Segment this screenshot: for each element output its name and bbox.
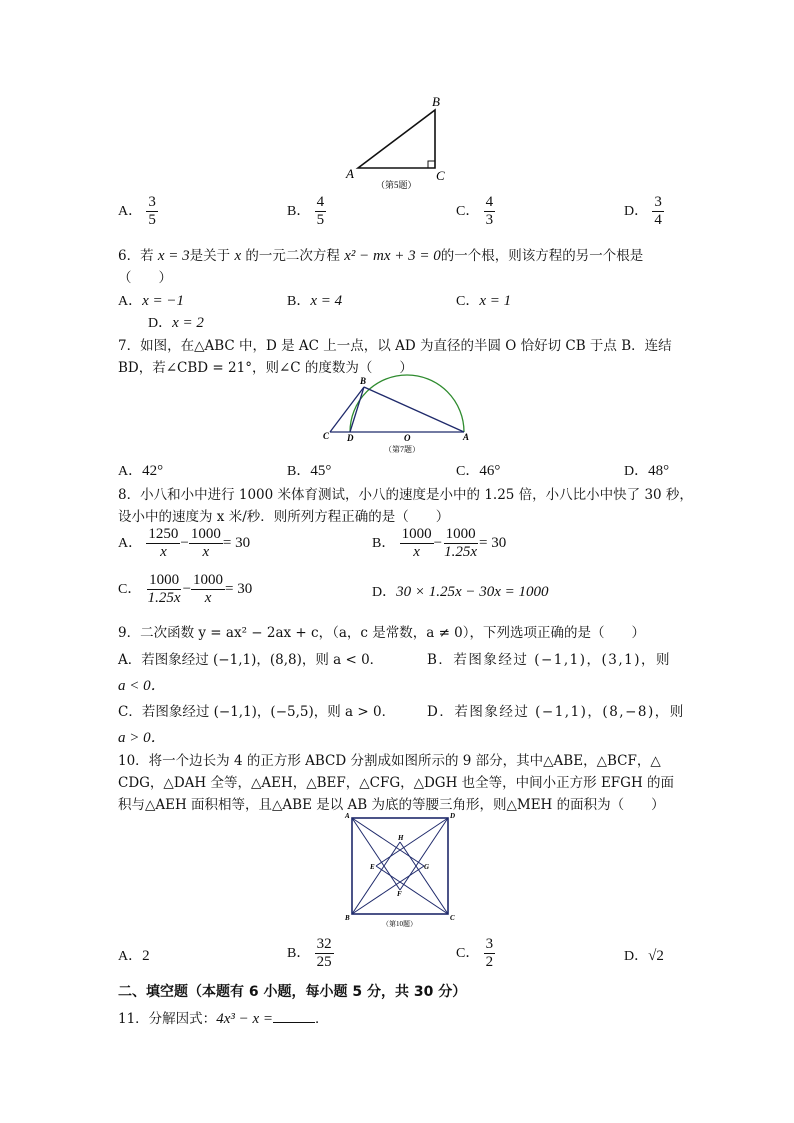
frac-num: 1000 <box>193 572 224 588</box>
option-text: 2 <box>142 948 150 964</box>
line-d-to-f <box>400 818 448 890</box>
frac-den: 1.25x <box>147 590 181 606</box>
fig10-label-a: A <box>345 812 350 820</box>
fig7-label-a: A <box>463 432 470 442</box>
option-label: B． <box>287 294 311 309</box>
frac-den: x <box>202 544 210 560</box>
option-label: B． <box>287 464 311 479</box>
frac-num: 3 <box>148 194 156 210</box>
q7-option-a <box>118 460 163 480</box>
frac-num: 1000 <box>149 572 180 588</box>
fig5-caption: （第5题） <box>376 180 417 190</box>
fig10-label-c: C <box>450 914 455 922</box>
option-label: D． <box>148 316 173 331</box>
q6-stem-part: 的一个根，则该方程的另一个根是 <box>440 248 644 264</box>
frac-num: 4 <box>316 194 325 210</box>
section-2-title: 二、填空题（本题有 6 小题，每小题 5 分，共 30 分） <box>118 984 467 1000</box>
q7-stem-line1: 7．如图，在△ABC 中，D 是 AC 上一点，以 AD 为直径的半圆 O 恰好切 CB 于点 B．连结 <box>118 338 672 354</box>
q11-expr: 4x³ − x = <box>216 1011 273 1027</box>
line-c-to-h <box>400 842 448 914</box>
q8-option-a <box>118 526 250 561</box>
q7-option-b <box>287 460 331 480</box>
q8-option-d <box>372 581 549 601</box>
frac-den: 4 <box>654 212 662 228</box>
frac-den: 5 <box>316 212 325 228</box>
q9-option-b-line1: B．若图象经过 (−1,1)，(3,1)，则 <box>427 652 672 668</box>
q5-option-b <box>287 194 326 229</box>
option-label: B． <box>287 946 311 961</box>
q10-stem-line3: 积与△AEH 面积相等，且△ABE 是以 AB 为底的等腰三角形，则△MEH 的面积为（ ） <box>118 797 665 813</box>
fig5-label-a: A <box>346 166 354 181</box>
option-label: C． <box>456 946 480 961</box>
line-a-to-g <box>352 818 424 866</box>
frac-den: 25 <box>316 954 332 970</box>
fig10-label-b: B <box>345 914 350 922</box>
option-label: B． <box>372 536 396 551</box>
q11-prefix: 11．分解因式： <box>118 1011 217 1027</box>
segment-bd <box>350 387 364 432</box>
q6-option-b <box>287 290 342 310</box>
triangle-abc <box>358 110 435 168</box>
fig10-label-f: F <box>397 890 402 898</box>
q11-stem <box>118 1007 329 1028</box>
q9-option-b-line2: a < 0． <box>118 678 166 694</box>
operator: − <box>182 581 192 597</box>
line-c-to-e <box>376 866 448 914</box>
frac-den: x <box>204 590 212 606</box>
q6-var: x <box>234 248 242 264</box>
fig5-label-b: B <box>432 94 440 109</box>
option-label: C． <box>456 464 480 479</box>
frac-den: x <box>160 544 167 560</box>
q9-option-d-line2: a > 0． <box>118 730 166 746</box>
option-label: D． <box>372 585 397 600</box>
square-abcd <box>352 818 448 914</box>
rhs: = 30 <box>479 535 507 551</box>
q6-stem-part: 的一元二次方程 <box>241 248 345 264</box>
q10-stem-line2: CDG，△DAH 全等，△AEH，△BEF，△CFG，△DGH 也全等，中间小正方形 EFGH 的面 <box>118 775 675 791</box>
fig10-caption: （第10题） <box>382 920 417 928</box>
option-label: B． <box>287 204 311 219</box>
q10-stem-line1: 10．将一个边长为 4 的正方形 ABCD 分割成如图所示的 9 部分，其中△ABE，△BCF，△ <box>118 753 661 769</box>
option-text: √2 <box>648 948 664 964</box>
option-text: x = 1 <box>479 293 512 309</box>
line-d-to-e <box>376 818 448 866</box>
q9-option-c: C．若图象经过 (−1,1)，(−5,5)，则 a > 0． <box>118 704 396 720</box>
line-b-to-g <box>352 866 424 914</box>
fig7-label-c: C <box>323 431 330 441</box>
option-text: 45° <box>310 463 332 479</box>
fig10-label-g: G <box>424 863 430 871</box>
rhs: = 30 <box>222 535 251 551</box>
option-label: A． <box>118 204 143 219</box>
frac-den: 1.25x <box>444 544 478 560</box>
rhs: = 30 <box>225 581 253 597</box>
frac-num: 1000 <box>401 526 432 542</box>
option-text: x = −1 <box>142 293 185 309</box>
figure-q10 <box>338 810 458 930</box>
option-text: x = 4 <box>310 293 343 309</box>
q9-option-a: A．若图象经过 (−1,1)，(8,8)，则 a < 0． <box>118 652 384 668</box>
fig10-label-d: D <box>450 812 456 820</box>
q10-option-c <box>456 936 495 971</box>
frac-num: 32 <box>316 936 332 952</box>
option-label: A． <box>118 464 143 479</box>
fig10-label-h: H <box>398 834 404 842</box>
q7-stem-line2: BD，若∠CBD = 21°，则∠C 的度数为（ ） <box>118 360 413 376</box>
frac-den: x <box>413 544 420 560</box>
q6-option-d <box>148 312 204 332</box>
option-label: D． <box>624 949 649 964</box>
option-text: 30 × 1.25x − 30x = 1000 <box>396 584 549 600</box>
q5-option-a <box>118 194 158 229</box>
semicircle-arc <box>350 375 464 432</box>
operator: − <box>180 535 189 551</box>
line-a-to-f <box>352 818 400 890</box>
q6-option-a <box>118 290 184 310</box>
q6-stem-line2: （ ） <box>118 270 172 286</box>
operator: − <box>433 535 443 551</box>
option-text: 48° <box>648 463 670 479</box>
q8-option-b <box>372 526 506 561</box>
q9-stem: 9．二次函数 y = ax² − 2ax + c，（a，c 是常数，a ≠ 0），下列选项正确的是（ ） <box>118 625 646 641</box>
figure-q7 <box>318 370 478 458</box>
q5-option-d <box>624 194 664 229</box>
figure-q5 <box>340 92 460 192</box>
frac-num: 1000 <box>190 526 221 542</box>
segment-cb <box>330 387 364 432</box>
option-label: D． <box>624 464 649 479</box>
q10-option-a <box>118 945 150 965</box>
answer-blank[interactable] <box>273 1010 315 1023</box>
q6-stem <box>118 244 643 265</box>
frac-num: 1250 <box>148 526 179 542</box>
q5-option-c <box>456 194 495 229</box>
option-label: D． <box>624 204 649 219</box>
q8-stem-line1: 8．小八和小中进行 1000 米体育测试，小八的速度是小中的 1.25 倍，小八比小中快了 30 秒， <box>118 487 693 503</box>
frac-den: 5 <box>148 212 156 228</box>
frac-num: 4 <box>485 194 494 210</box>
fig7-label-b: B <box>360 376 367 386</box>
option-text: x = 2 <box>172 315 204 331</box>
q10-option-d <box>624 945 664 965</box>
option-label: A． <box>118 536 143 551</box>
option-label: C． <box>456 294 480 309</box>
q6-eq2: x² − mx + 3 = 0 <box>344 248 441 264</box>
q10-option-b <box>287 936 334 971</box>
frac-num: 3 <box>654 194 662 210</box>
q6-eq1: x = 3 <box>157 248 190 264</box>
q7-option-c <box>456 460 500 480</box>
q6-stem-part: 是关于 <box>189 248 235 264</box>
option-label: A． <box>118 294 143 309</box>
fig5-label-c: C <box>436 168 445 183</box>
fig7-label-d: D <box>347 433 354 443</box>
line-b-to-h <box>352 842 400 914</box>
q7-option-d <box>624 460 669 480</box>
q8-stem-line2: 设小中的速度为 x 米/秒．则所列方程正确的是（ ） <box>118 509 450 525</box>
frac-den: 3 <box>485 212 494 228</box>
fig7-caption: （第7题） <box>384 445 420 454</box>
frac-num: 1000 <box>445 526 476 542</box>
option-label: C． <box>456 204 480 219</box>
q9-option-d-line1: D．若图象经过 (−1,1)，(8,−8)，则 <box>427 704 685 720</box>
option-text: 46° <box>479 463 501 479</box>
right-angle-mark <box>428 161 435 168</box>
frac-num: 3 <box>485 936 494 952</box>
fig10-label-e: E <box>370 863 375 871</box>
q6-stem-part: 6．若 <box>118 248 158 264</box>
option-text: 42° <box>142 463 164 479</box>
q11-suffix: ． <box>315 1011 329 1027</box>
option-label: A． <box>118 949 143 964</box>
q6-option-c <box>456 290 511 310</box>
frac-den: 2 <box>485 954 494 970</box>
fig7-label-o: O <box>404 433 411 443</box>
q8-option-c <box>118 572 252 607</box>
option-label: C． <box>118 582 142 597</box>
